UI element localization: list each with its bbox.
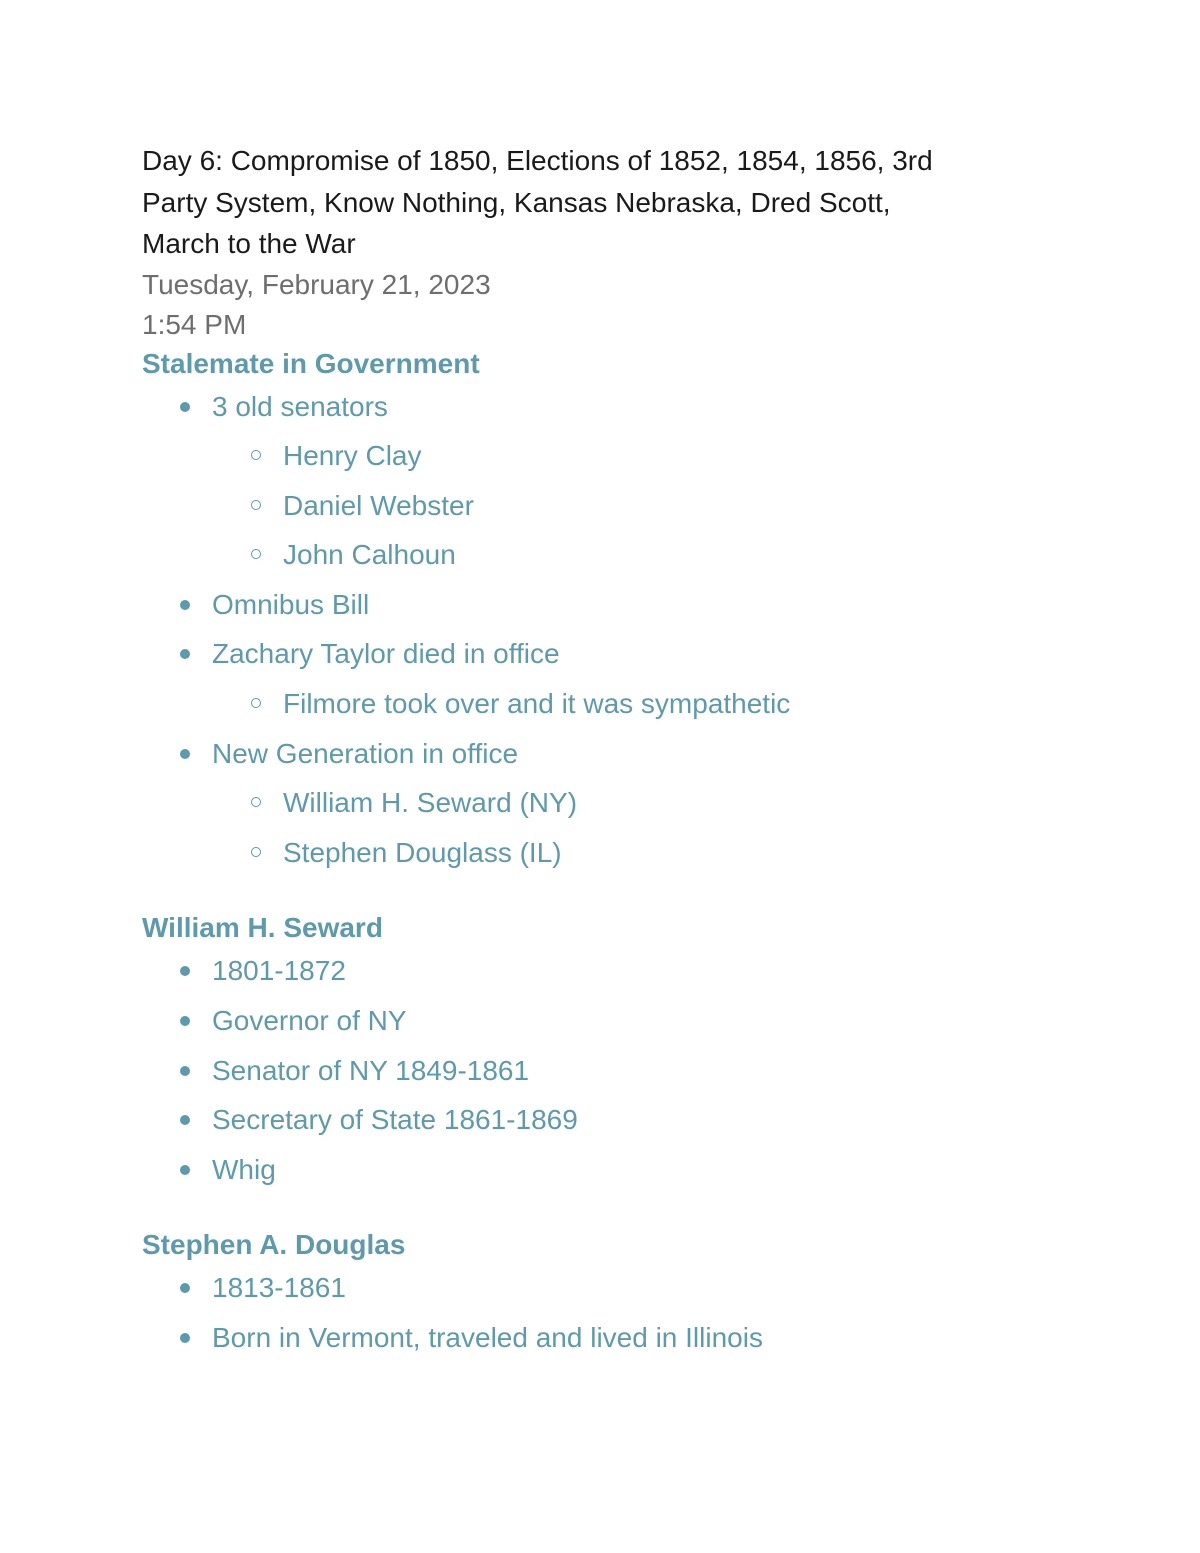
hollow-bullet-icon [251, 450, 261, 460]
list-item: 3 old senators [142, 382, 1062, 432]
bullet-icon [180, 600, 190, 610]
list-item: 1813-1861 [142, 1263, 1062, 1313]
bullet-icon [180, 1016, 190, 1026]
list-subitem: Stephen Douglass (IL) [142, 828, 1062, 878]
hollow-bullet-icon [251, 698, 261, 708]
title-line: Party System, Know Nothing, Kansas Nebraska, Dred Scott, [142, 186, 891, 218]
bullet-icon [180, 749, 190, 759]
list-item: Senator of NY 1849-1861 [142, 1046, 1062, 1096]
bullet-icon [180, 649, 190, 659]
list-subitem: John Calhoun [142, 530, 1062, 580]
section-heading: Stalemate in Government [142, 347, 480, 379]
bullet-icon [180, 1283, 190, 1293]
list-subitem: Filmore took over and it was sympathetic [142, 679, 1062, 729]
bullet-list [142, 946, 1062, 1194]
hollow-bullet-icon [251, 500, 261, 510]
bullet-icon [180, 1333, 190, 1343]
note-time: 1:54 PM [142, 309, 247, 340]
hollow-bullet-icon [251, 797, 261, 807]
list-subitem: Daniel Webster [142, 481, 1062, 531]
bullet-icon [180, 402, 190, 412]
section-heading: Stephen A. Douglas [142, 1229, 406, 1261]
list-item: Zachary Taylor died in office [142, 629, 1062, 679]
note-date: Tuesday, February 21, 2023 [142, 268, 491, 300]
list-item: Omnibus Bill [142, 580, 1062, 630]
bullet-icon [180, 1115, 190, 1125]
hollow-bullet-icon [251, 549, 261, 559]
spacer [142, 877, 1062, 910]
note-page [142, 140, 1062, 1363]
title-line: March to the War [142, 228, 356, 259]
list-item: Born in Vermont, traveled and lived in Illinois [142, 1313, 1062, 1363]
bullet-list [142, 382, 1062, 878]
list-item: Secretary of State 1861-1869 [142, 1095, 1062, 1145]
section-seward [142, 910, 1062, 1194]
title-line: Day 6: Compromise of 1850, Elections of 1852, 1854, 1856, 3rd [142, 145, 933, 176]
note-title [142, 140, 1062, 265]
list-item: Governor of NY [142, 996, 1062, 1046]
section-heading: William H. Seward [142, 912, 383, 944]
bullet-icon [180, 1165, 190, 1175]
list-item: New Generation in office [142, 729, 1062, 779]
hollow-bullet-icon [251, 847, 261, 857]
spacer [142, 1194, 1062, 1227]
list-subitem: William H. Seward (NY) [142, 778, 1062, 828]
bullet-icon [180, 1066, 190, 1076]
list-item: Whig [142, 1145, 1062, 1195]
section-stalemate [142, 346, 1062, 878]
list-item: 1801-1872 [142, 946, 1062, 996]
list-subitem: Henry Clay [142, 431, 1062, 481]
section-douglas [142, 1227, 1062, 1362]
bullet-icon [180, 966, 190, 976]
bullet-list [142, 1263, 1062, 1362]
